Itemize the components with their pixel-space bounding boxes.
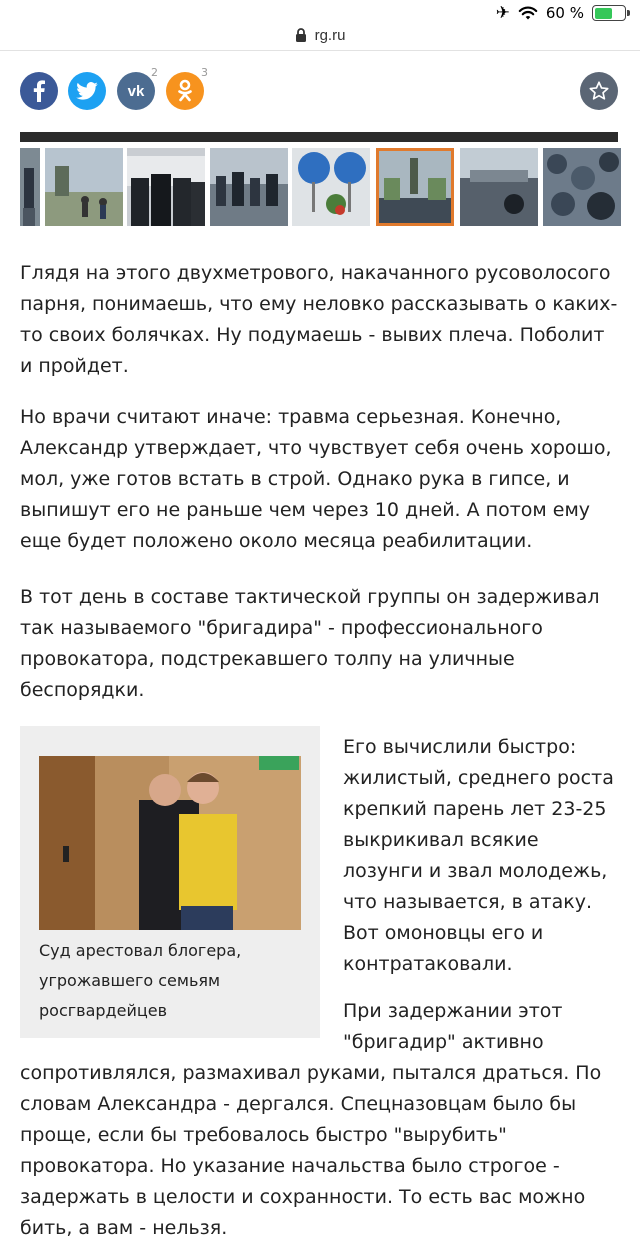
battery-fill — [595, 8, 612, 19]
gallery-thumb[interactable] — [127, 148, 205, 226]
facebook-icon — [31, 80, 47, 102]
vk-share-count: 2 — [151, 66, 158, 79]
twitter-icon — [76, 82, 98, 100]
gallery-thumbnails — [20, 148, 640, 228]
gallery-thumb-active[interactable] — [376, 148, 454, 226]
vk-share-button[interactable] — [117, 72, 155, 110]
gallery-thumb[interactable] — [460, 148, 538, 226]
address-bar[interactable] — [0, 22, 640, 48]
gallery-thumb[interactable] — [543, 148, 621, 226]
url-text[interactable]: rg.ru — [314, 26, 346, 44]
airplane-icon: ✈ — [495, 3, 510, 23]
address-bar-divider — [0, 50, 640, 51]
facebook-share-button[interactable] — [20, 72, 58, 110]
article-paragraph: В тот день в составе тактической группы он задерживал так называемого "бригадира" - профессионального провокатора, подстрекавшего толпу на уличные беспорядки. — [20, 586, 600, 701]
lock-icon — [295, 28, 307, 42]
article-paragraph: Глядя на этого двухметрового, накачанного русоволосого парня, понимаешь, что ему неловко рассказывать о каких-то своих болячках. Ну подумаешь - вывих плеча. Поболит и пройдет. — [20, 262, 618, 377]
gallery-main-photo-edge — [20, 132, 618, 142]
vk-icon: vk — [127, 82, 145, 100]
star-icon — [588, 80, 610, 102]
status-bar — [0, 0, 640, 24]
favorite-button[interactable] — [580, 72, 618, 110]
gallery-thumb[interactable] — [292, 148, 370, 226]
related-article-photo[interactable] — [39, 756, 301, 930]
article-paragraph: сопротивлялся, размахивал руками, пытался драться. По словам Александра - дергался. Спецназовцам было бы проще, если бы требовалось быстро "вырубить" провокатора. Но указание начальства было строгое - задержать в целости и сохранности. То есть вас можно бить, а вам - нельзя. — [20, 1062, 602, 1239]
battery-icon — [592, 5, 626, 21]
related-article-card[interactable] — [20, 726, 320, 1038]
gallery-thumb[interactable] — [210, 148, 288, 226]
wifi-icon — [518, 5, 538, 21]
odnoklassniki-share-button[interactable] — [166, 72, 204, 110]
gallery-thumb[interactable] — [45, 148, 123, 226]
related-article-caption[interactable]: Суд арестовал блогера, угрожавшего семьям росгвардейцев — [39, 941, 242, 1020]
article-paragraph: Его вычислили быстро: жилистый, среднего роста крепкий парень лет 23-25 выкрикивал всякие лозунги и звал молодежь, что называется, в атаку. Вот омоновцы его и контратаковали. — [343, 736, 614, 975]
gallery-thumb[interactable] — [20, 148, 40, 226]
twitter-share-button[interactable] — [68, 72, 106, 110]
status-icons — [496, 3, 626, 23]
odnoklassniki-icon — [177, 79, 193, 103]
share-row — [20, 66, 620, 112]
battery-percent: 60 % — [545, 4, 584, 22]
odnoklassniki-share-count: 3 — [201, 66, 208, 79]
article-paragraph: Но врачи считают иначе: травма серьезная. Конечно, Александр утверждает, что чувствует себя очень хорошо, мол, уже готов встать в строй. Однако рука в гипсе, и выпишут его не раньше чем через 10 дней. А потом ему еще будет положено около месяца реабилитации. — [20, 406, 612, 552]
article-paragraph-start: При задержании этот "бригадир" активно — [343, 1000, 563, 1053]
